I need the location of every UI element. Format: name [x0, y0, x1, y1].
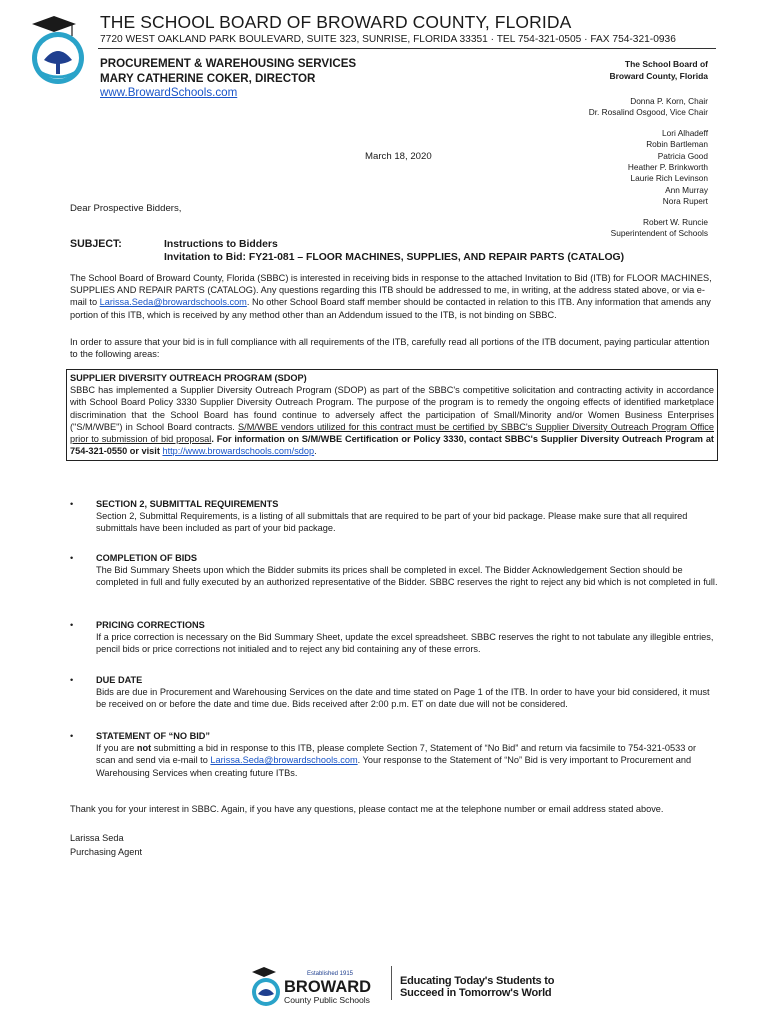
- signature-block: [70, 831, 142, 859]
- school-board-seal-icon: [26, 14, 90, 92]
- board-title-line: Broward County, Florida: [609, 71, 708, 81]
- logo-name-text: BROWARD: [284, 978, 372, 996]
- sdop-text: SBBC has implemented a Supplier Diversity Outreach Program (SDOP) as part of the SBBC's competitive solicitation and contracting activity in accordance with School Board Policy 3330 Supplier Diversity Outreach Program. The purpose of the program is to remedy the ongoing effects of identified marketplace discrimination that the School Board has found continue to adversely affect the participation of Small/Minority and/or Women Business Enterprises ("S/M/WBE") in School Board contracts.: [70, 385, 714, 432]
- logo-established-text: Established 1915: [306, 971, 354, 977]
- list-item: [70, 498, 718, 535]
- list-item-heading: SECTION 2, SUBMITTAL REQUIREMENTS: [96, 499, 279, 509]
- department-name: PROCUREMENT & WAREHOUSING SERVICES: [100, 57, 357, 70]
- sdop-end: .: [314, 446, 317, 457]
- sdop-contact-text: . For information on S/M/WBE Certification or Policy 3330, contact SBBC's Supplier Diversity Outreach Program at 754-321-0550 or visit: [70, 434, 714, 457]
- bullet-icon: •: [70, 620, 74, 630]
- paragraph-text: The School Board of Broward County, Florida (SBBC) is interested in receiving bids in response to the attached Invitation to Bid (ITB) for FLOOR MACHINES, SUPPLIES AND REPAIR PARTS (CATALOG). Any questions regarding this ITB should be addressed to me, in writing, at the address stated above, or via e-mail to: [70, 273, 712, 308]
- subject-text: [164, 238, 624, 264]
- superintendent-title: Superintendent of Schools: [610, 228, 708, 239]
- list-item-heading: STATEMENT OF “NO BID”: [96, 731, 210, 741]
- list-item-heading: DUE DATE: [96, 675, 143, 685]
- list-item-text: The Bid Summary Sheets upon which the Bidder submits its prices shall be completed in excel. The Bidder Acknowledgement Section should be completed in full and fully executed by an authorized representative of the Bidder. SBBC reserves the right to reject any bid which is not completed in full.: [96, 565, 718, 588]
- tagline-line: Succeed in Tomorrow's World: [400, 987, 552, 999]
- board-member: Laurie Rich Levinson: [630, 173, 708, 184]
- list-item-text: Bids are due in Procurement and Warehousing Services on the date and time stated on Page 1 of the ITB. In order to have your bid considered, it must be received on or before the date and time due. Bids received after 2:00 p.m. ET on date due will not be considered.: [96, 687, 710, 710]
- bullet-icon: •: [70, 499, 74, 509]
- board-member: Robin Bartleman: [646, 139, 708, 150]
- board-member: Lori Alhadeff: [662, 127, 708, 138]
- list-item: [70, 674, 718, 711]
- department-block: [100, 56, 356, 86]
- subject-line: Instructions to Bidders: [164, 239, 278, 250]
- list-item-text: [96, 742, 718, 779]
- website-link[interactable]: www.BrowardSchools.com: [100, 86, 238, 99]
- no-bid-text: submitting a bid in response to this ITB, please complete Section 7, Statement of “No Bid” and return via facsimile to 754-321-0533 or scan and send via e-mail to: [96, 743, 697, 766]
- bullet-icon: •: [70, 675, 74, 685]
- subject-label: SUBJECT:: [70, 238, 122, 250]
- list-item-heading: PRICING CORRECTIONS: [96, 620, 205, 630]
- board-member: Heather P. Brinkworth: [627, 162, 708, 173]
- letterhead-address: 7720 WEST OAKLAND PARK BOULEVARD, SUITE 323, SUNRISE, FLORIDA 33351 · TEL 754-321-0505 · FAX 754-321-0936: [100, 34, 676, 45]
- board-vice-chair: Dr. Rosalind Osgood, Vice Chair: [588, 107, 708, 118]
- tagline-line: Educating Today's Students to: [400, 975, 555, 987]
- signer-title: Purchasing Agent: [70, 847, 143, 857]
- footer-tagline: [400, 975, 554, 999]
- board-members-list: [589, 96, 708, 239]
- board-member: Nora Rupert: [662, 196, 708, 207]
- mortarboard-icon: [252, 967, 276, 977]
- header-divider: [98, 48, 716, 49]
- list-item: [70, 619, 718, 656]
- bullet-icon: •: [70, 731, 74, 741]
- signer-name: Larissa Seda: [70, 833, 124, 843]
- closing-paragraph: Thank you for your interest in SBBC. Again, if you have any questions, please contact me at the telephone number or email address stated above.: [70, 804, 664, 814]
- subject-line: Invitation to Bid: FY21-081 – FLOOR MACHINES, SUPPLIES, AND REPAIR PARTS (CATALOG): [164, 252, 625, 263]
- list-item-text: Section 2, Submittal Requirements, is a listing of all submittals that are required to be part of your bid package. Please make sure that all required submittals have been included as part of your bid package.: [96, 511, 688, 534]
- sdop-notice-box: [66, 369, 718, 461]
- no-bid-text: If you are: [96, 743, 137, 754]
- footer-divider: [391, 966, 392, 1000]
- paragraph-text: . No other School Board staff member should be contacted in relation to this ITB. Any information that amends any portion of this ITB, which is received by any method other than an Addendum issued to the ITB, is not binding on SBBC.: [70, 297, 711, 320]
- letterhead-title: THE SCHOOL BOARD OF BROWARD COUNTY, FLORIDA: [100, 12, 572, 32]
- list-item: [70, 552, 718, 589]
- sdop-underlined-text: S/M/WBE vendors utilized for this contract must be certified by SBBC's Supplier Diversity Outreach Program Office prior to submission of bid proposal: [70, 421, 714, 445]
- letter-date: March 18, 2020: [365, 151, 432, 162]
- salutation: Dear Prospective Bidders,: [70, 203, 182, 214]
- broward-schools-logo: [250, 964, 390, 1010]
- bullet-icon: •: [70, 553, 74, 563]
- email-link[interactable]: Larissa.Seda@browardschools.com: [99, 297, 247, 308]
- no-bid-emphasis: not: [136, 743, 152, 754]
- list-item-heading: COMPLETION OF BIDS: [96, 553, 198, 563]
- intro-paragraph: [70, 272, 718, 321]
- sdop-link[interactable]: http://www.browardschools.com/sdop: [162, 446, 315, 457]
- compliance-paragraph: In order to assure that your bid is in full compliance with all requirements of the ITB, carefully read all portions of the ITB document, paying particular attention to the following areas:: [70, 337, 710, 360]
- email-link[interactable]: Larissa.Seda@browardschools.com: [210, 755, 358, 766]
- list-item-text: If a price correction is necessary on the Bid Summary Sheet, update the excel spreadsheet. SBBC reserves the right to not tabulate any illegible entries, pencil bids or price corrections not initialed and to reject any bid containing any of these errors.: [96, 632, 714, 655]
- superintendent-name: Robert W. Runcie: [642, 216, 708, 227]
- no-bid-text: . Your response to the Statement of “No” Bid is very important to Procurement and Warehousing Services when creating future ITBs.: [96, 755, 692, 778]
- board-member: Patricia Good: [657, 150, 708, 161]
- board-title-line: The School Board of: [624, 59, 708, 69]
- board-chair: Donna P. Korn, Chair: [630, 96, 708, 106]
- board-member: Ann Murray: [665, 184, 708, 195]
- board-title: [609, 58, 708, 82]
- director-name: MARY CATHERINE COKER, DIRECTOR: [100, 72, 316, 85]
- sdop-title: SUPPLIER DIVERSITY OUTREACH PROGRAM (SDOP): [70, 373, 307, 383]
- list-item: [70, 730, 718, 779]
- logo-subtext: County Public Schools: [284, 995, 370, 1005]
